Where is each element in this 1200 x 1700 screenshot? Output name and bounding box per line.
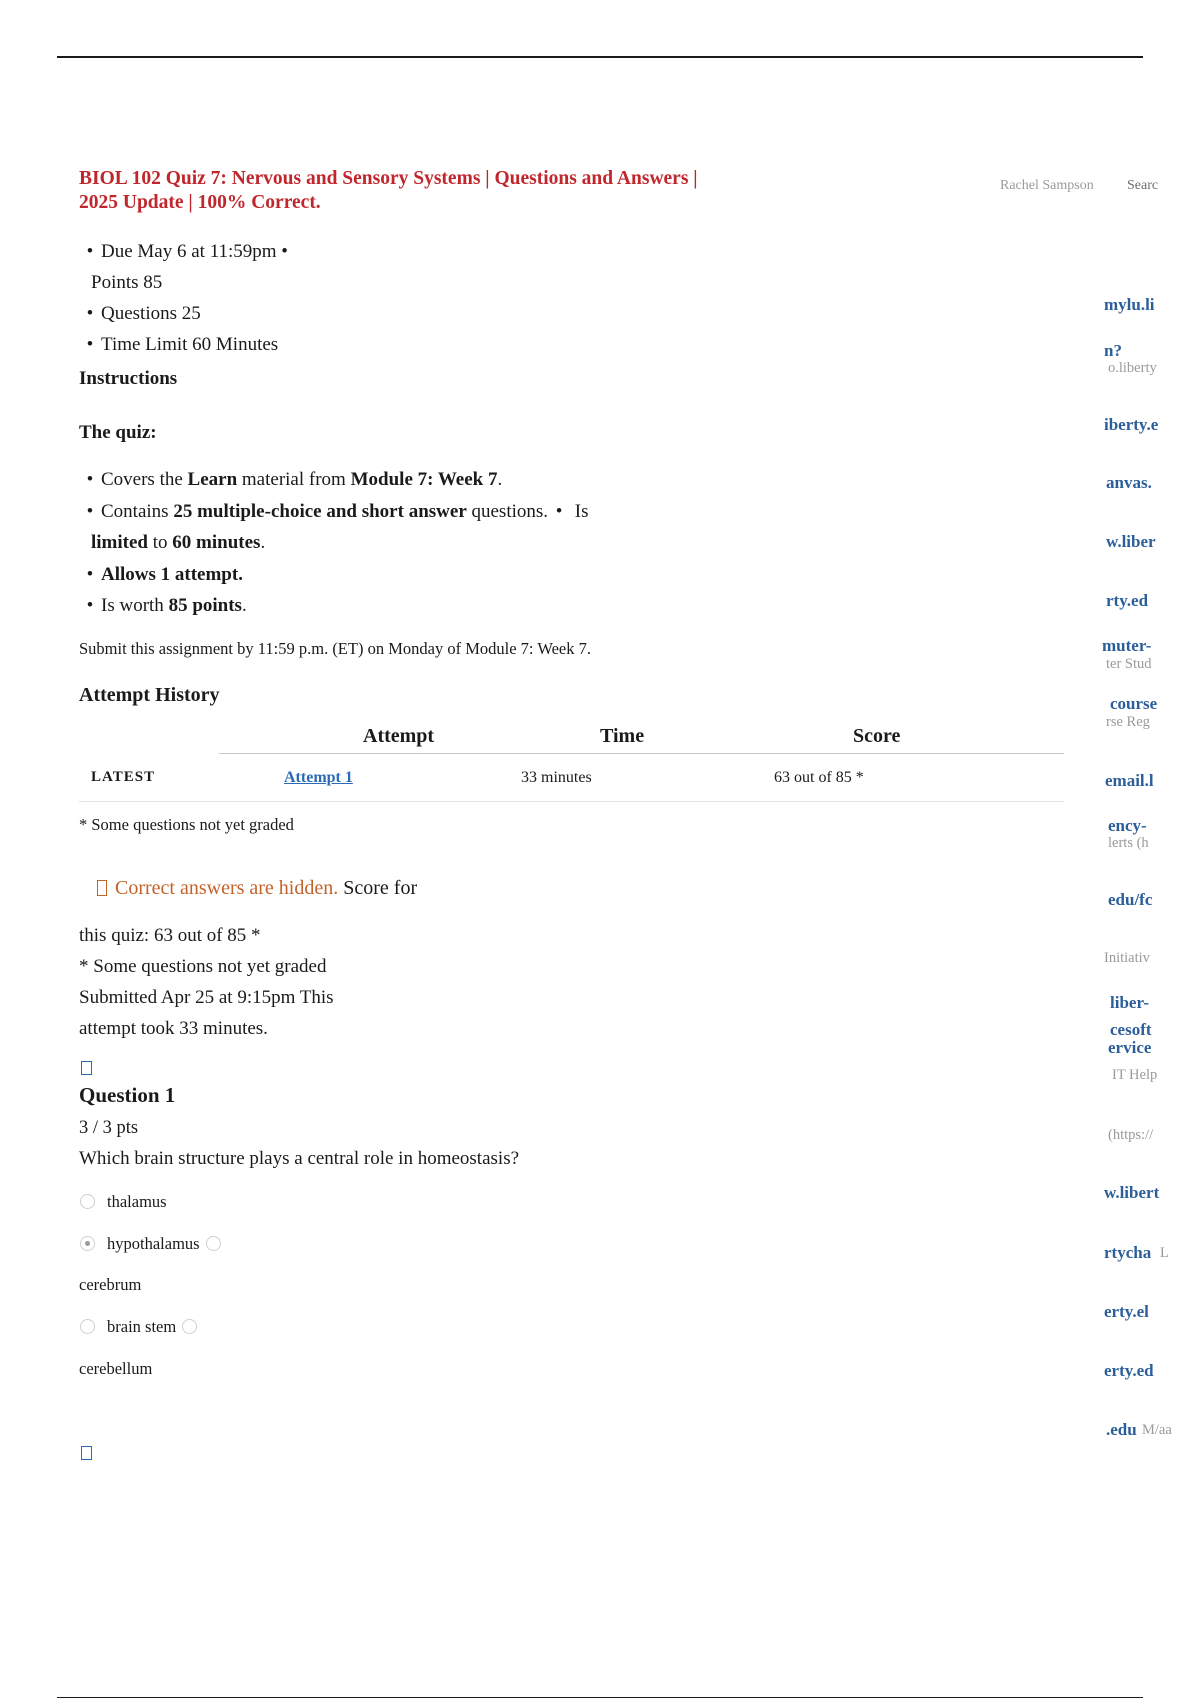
result-notice xyxy=(97,877,417,900)
quiz-meta xyxy=(79,236,288,360)
user-name[interactable]: Rachel Sampson xyxy=(1000,178,1094,193)
sidebar-link[interactable]: muter- xyxy=(1102,636,1152,655)
bullet-icon: • xyxy=(86,303,94,324)
text-run: . xyxy=(497,469,503,490)
not-graded-line: * Some questions not yet graded xyxy=(79,956,327,977)
answer-option xyxy=(80,1234,221,1254)
sidebar-link[interactable]: n? xyxy=(1104,341,1122,360)
sidebar-text: lerts (h xyxy=(1108,835,1149,851)
answer-option xyxy=(79,1275,141,1295)
radio-button[interactable] xyxy=(182,1319,197,1334)
text-run-bold: 60 minutes xyxy=(172,532,261,553)
bullet-icon: • xyxy=(86,500,94,522)
page-title: BIOL 102 Quiz 7: Nervous and Sensory Systems | Questions and Answers | 2025 Update | 100% Correct. xyxy=(79,168,698,213)
info-icon xyxy=(97,880,107,896)
bottom-rule xyxy=(57,1697,1143,1698)
meta-due: Due May 6 at 11:59pm xyxy=(101,241,277,262)
search-label[interactable]: Searc xyxy=(1127,178,1159,193)
sidebar-link[interactable]: erty.ed xyxy=(1104,1361,1154,1380)
meta-time-limit: Time Limit 60 Minutes xyxy=(101,334,279,355)
sidebar-text: L xyxy=(1160,1245,1169,1261)
sidebar-link[interactable]: cesoft xyxy=(1110,1020,1152,1039)
flag-question-icon[interactable] xyxy=(81,1061,92,1075)
answer-label: thalamus xyxy=(107,1192,167,1211)
meta-questions-row xyxy=(79,298,288,329)
bullet-icon: • xyxy=(86,334,94,355)
table-header xyxy=(219,721,1064,754)
attempt-history-heading: Attempt History xyxy=(79,684,220,706)
bullet-icon: • xyxy=(86,595,94,616)
meta-time-row xyxy=(79,329,288,360)
sidebar-text: IT Help xyxy=(1112,1067,1158,1083)
question-points: 3 / 3 pts xyxy=(79,1118,139,1138)
submitted-line-1: Submitted Apr 25 at 9:15pm This xyxy=(79,987,334,1008)
sidebar-link[interactable]: erty.el xyxy=(1104,1302,1149,1321)
question-title: Question 1 xyxy=(79,1083,176,1107)
list-item-contains xyxy=(79,496,589,528)
attempt-footnote: * Some questions not yet graded xyxy=(79,815,294,834)
sidebar-text: rse Reg xyxy=(1106,714,1150,730)
answer-label: brain stem xyxy=(107,1317,177,1336)
sidebar-link[interactable]: liber- xyxy=(1110,993,1150,1012)
question-text: Which brain structure plays a central role in homeostasis? xyxy=(79,1148,520,1169)
attempt-history-table xyxy=(79,721,1064,802)
submit-note: Submit this assignment by 11:59 p.m. (ET) on Monday of Module 7: Week 7. xyxy=(79,639,591,658)
sidebar-link[interactable]: course xyxy=(1110,694,1158,713)
list-item-covers xyxy=(79,464,589,496)
bullet-icon: • xyxy=(86,563,94,585)
text-run: . xyxy=(241,595,247,616)
attempt-1-link[interactable]: Attempt 1 xyxy=(284,769,353,786)
sidebar-text: o.liberty xyxy=(1108,360,1157,376)
sidebar-text: Initiativ xyxy=(1104,950,1150,966)
text-run-bold: Allows 1 attempt. xyxy=(101,563,243,585)
meta-questions: Questions 25 xyxy=(101,303,201,324)
radio-button[interactable] xyxy=(80,1319,95,1334)
answer-label: cerebellum xyxy=(79,1359,153,1378)
score-prefix: Score for xyxy=(338,877,418,899)
text-run: Covers the xyxy=(101,469,188,490)
text-run-bold: limited xyxy=(91,532,148,553)
meta-due-row: • Due May 6 at 11:59pm • xyxy=(79,236,288,267)
text-run: . xyxy=(260,532,266,553)
sidebar-link[interactable]: w.libert xyxy=(1104,1183,1160,1202)
sidebar-link[interactable]: email.l xyxy=(1105,771,1154,790)
instructions-heading: Instructions xyxy=(79,368,178,389)
flag-question-icon[interactable] xyxy=(81,1446,92,1460)
sidebar-text: (https:// xyxy=(1108,1127,1154,1143)
column-header-score: Score xyxy=(853,725,901,747)
meta-points: Points 85 xyxy=(91,272,163,293)
column-header-attempt: Attempt xyxy=(363,725,435,747)
quiz-subheading: The quiz: xyxy=(79,422,157,443)
text-run-bold: Learn xyxy=(187,469,238,490)
radio-button[interactable] xyxy=(206,1236,221,1251)
text-run: questions. xyxy=(466,500,549,522)
text-run: Is xyxy=(574,500,589,522)
text-run-bold: 25 multiple-choice and short answer xyxy=(173,500,467,522)
sidebar-text: M/aa xyxy=(1142,1422,1172,1438)
top-rule xyxy=(57,56,1143,58)
radio-button[interactable] xyxy=(80,1194,95,1209)
sidebar-link[interactable]: w.liber xyxy=(1106,532,1156,551)
bullet-icon: • xyxy=(86,241,94,262)
score-line: this quiz: 63 out of 85 * xyxy=(79,925,261,946)
text-run-bold: 85 points xyxy=(168,595,242,616)
text-run: Contains xyxy=(101,500,174,522)
bullet-icon: • xyxy=(555,500,563,522)
answer-option xyxy=(80,1192,167,1212)
text-run: material from xyxy=(237,469,351,490)
sidebar-link[interactable]: anvas. xyxy=(1106,473,1152,492)
sidebar-link[interactable]: iberty.e xyxy=(1104,415,1159,434)
sidebar-link[interactable]: mylu.li xyxy=(1104,295,1155,314)
text-run: Is worth xyxy=(101,595,169,616)
instructions-list xyxy=(79,464,589,622)
submitted-line-2: attempt took 33 minutes. xyxy=(79,1018,268,1039)
answer-option xyxy=(79,1359,152,1379)
sidebar-link[interactable]: ervice xyxy=(1108,1038,1152,1057)
text-run: to xyxy=(148,532,173,553)
sidebar-text: ter Stud xyxy=(1106,656,1152,672)
bullet-icon: • xyxy=(86,469,94,490)
list-item-allows xyxy=(79,559,589,591)
list-item-worth xyxy=(79,590,589,622)
column-header-time: Time xyxy=(600,725,645,747)
radio-button-selected[interactable] xyxy=(80,1236,95,1251)
score-summary xyxy=(79,920,334,1044)
sidebar-link[interactable]: edu/fc xyxy=(1108,890,1153,909)
hidden-answers-notice: Correct answers are hidden. xyxy=(115,877,339,899)
table-row xyxy=(79,754,1064,802)
sidebar-link[interactable]: .edu xyxy=(1106,1420,1137,1439)
sidebar-link[interactable]: ency- xyxy=(1108,816,1147,835)
latest-label: LATEST xyxy=(91,769,156,785)
answer-label: cerebrum xyxy=(79,1275,142,1294)
answer-option xyxy=(80,1317,197,1337)
sidebar-link[interactable]: rtycha xyxy=(1104,1243,1152,1262)
attempt-score: 63 out of 85 * xyxy=(774,769,864,786)
text-run-bold: Module 7: Week 7 xyxy=(350,469,498,490)
list-item-limited xyxy=(79,527,589,559)
answer-label: hypothalamus xyxy=(107,1234,200,1253)
sidebar-link[interactable]: rty.ed xyxy=(1106,591,1149,610)
attempt-time: 33 minutes xyxy=(521,769,592,786)
